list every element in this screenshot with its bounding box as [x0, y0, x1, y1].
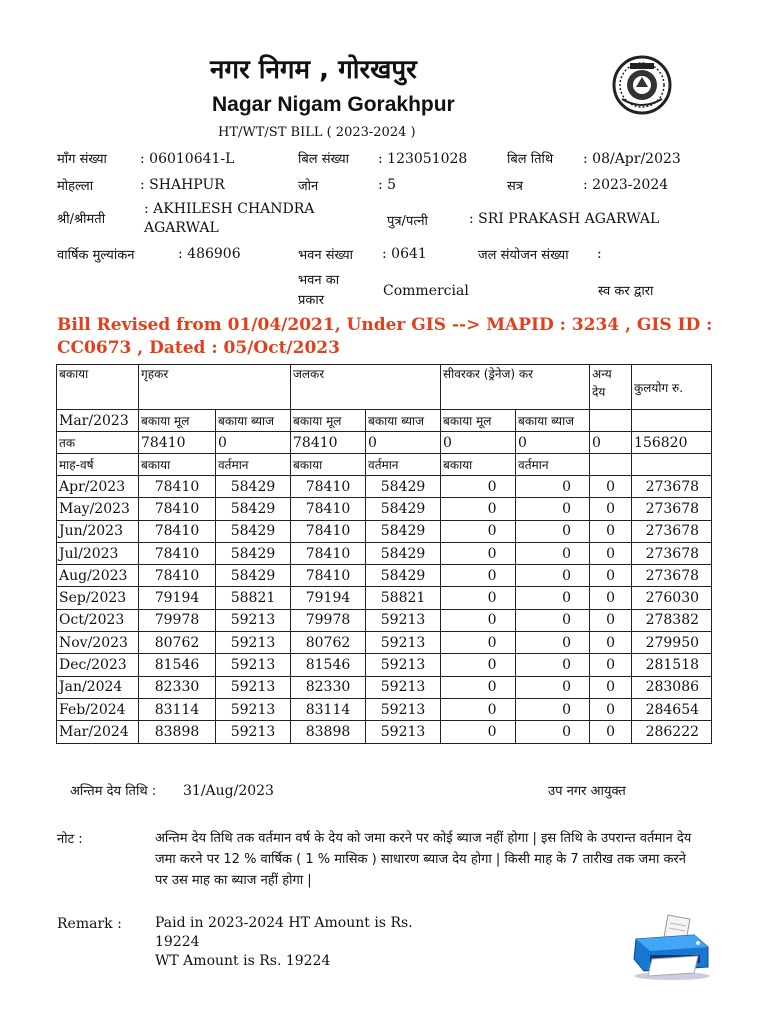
row-st-current: 0 [516, 721, 590, 743]
row-month: May/2023 [57, 498, 139, 520]
owner-value-line1: : AKHILESH CHANDRA [144, 201, 315, 217]
row-other: 0 [590, 520, 632, 542]
header-st-current: वर्तमान [516, 454, 590, 476]
row-wt-arrear: 78410 [291, 565, 366, 587]
annual-value-label: वार्षिक मुल्यांकन [57, 248, 135, 263]
row-st-arrear: 0 [441, 632, 516, 654]
row-st-arrear: 0 [441, 609, 516, 631]
row-month: Jun/2023 [57, 520, 139, 542]
header-wt-arrear-principal: बकाया मूल [291, 410, 366, 432]
row-month: Feb/2024 [57, 698, 139, 720]
owner-value-line2: AGARWAL [144, 220, 219, 236]
row-other: 0 [590, 565, 632, 587]
row-wt-arrear: 80762 [291, 632, 366, 654]
session-value: : 2023-2024 [583, 177, 669, 193]
row-st-arrear: 0 [441, 654, 516, 676]
row-wt-arrear: 79978 [291, 609, 366, 631]
header-wt-arrear: बकाया [291, 454, 366, 476]
locality-value: : SHAHPUR [140, 177, 225, 193]
row-ht-arrear: 78410 [139, 476, 216, 498]
row-month: Apr/2023 [57, 476, 139, 498]
row-month: Nov/2023 [57, 632, 139, 654]
bill-subtitle: HT/WT/ST BILL ( 2023-2024 ) [218, 125, 416, 140]
building-no-label: भवन संख्या [298, 248, 354, 263]
arrear-total: 156820 [632, 432, 712, 454]
owner-label: श्री/श्रीमती [57, 212, 106, 227]
row-total: 273678 [632, 476, 712, 498]
row-ht-arrear: 81546 [139, 654, 216, 676]
row-wt-arrear: 82330 [291, 676, 366, 698]
page-title: Nagar Nigam Gorakhpur [212, 93, 455, 116]
row-ht-current: 58429 [216, 498, 291, 520]
row-total: 273678 [632, 520, 712, 542]
row-ht-current: 58429 [216, 542, 291, 564]
arrear-ht-interest: 0 [216, 432, 291, 454]
header-other-dues [590, 365, 632, 410]
row-month: Sep/2023 [57, 587, 139, 609]
row-month: Dec/2023 [57, 654, 139, 676]
remark-line-2: WT Amount is Rs. 19224 [155, 953, 331, 969]
header-st-arrear: बकाया [441, 454, 516, 476]
header-ht-arrear: बकाया [139, 454, 216, 476]
table-row [57, 632, 712, 654]
row-wt-arrear: 78410 [291, 498, 366, 520]
row-wt-current: 59213 [366, 609, 441, 631]
table-row [57, 698, 712, 720]
row-st-current: 0 [516, 654, 590, 676]
building-type-value: Commercial [383, 283, 469, 299]
relation-value: : SRI PRAKASH AGARWAL [469, 211, 660, 227]
empty-cell [590, 410, 632, 432]
row-st-current: 0 [516, 632, 590, 654]
row-wt-current: 58429 [366, 520, 441, 542]
arrear-st-interest: 0 [516, 432, 590, 454]
water-connection-value: : [597, 246, 602, 262]
arrear-wt-principal: 78410 [291, 432, 366, 454]
row-month: Oct/2023 [57, 609, 139, 631]
zone-label: जोन [298, 179, 319, 194]
row-wt-current: 58429 [366, 476, 441, 498]
row-total: 279950 [632, 632, 712, 654]
arrear-ht-principal: 78410 [139, 432, 216, 454]
row-st-current: 0 [516, 698, 590, 720]
row-st-arrear: 0 [441, 520, 516, 542]
row-total: 281518 [632, 654, 712, 676]
municipal-seal-logo [612, 55, 672, 115]
header-house-tax: गृहकर [139, 365, 291, 410]
row-wt-arrear: 83114 [291, 698, 366, 720]
row-wt-current: 59213 [366, 632, 441, 654]
remark-line-1: Paid in 2023-2024 HT Amount is Rs. 19224 [155, 915, 413, 950]
header-dues: बकाया [57, 365, 139, 410]
table-row [57, 520, 712, 542]
header-other-line1: अन्य [592, 367, 612, 381]
remark-label: Remark : [57, 916, 122, 932]
row-ht-current: 58429 [216, 520, 291, 542]
arrear-month: Mar/2023 [57, 410, 139, 432]
header-month-year: माह-वर्ष [57, 454, 139, 476]
row-wt-arrear: 79194 [291, 587, 366, 609]
arrear-other: 0 [590, 432, 632, 454]
annual-value: : 486906 [178, 246, 241, 262]
building-type-label: भवन का [298, 273, 340, 288]
row-other: 0 [590, 676, 632, 698]
row-st-current: 0 [516, 587, 590, 609]
printer-icon[interactable] [628, 913, 714, 981]
row-wt-current: 59213 [366, 654, 441, 676]
row-st-arrear: 0 [441, 476, 516, 498]
row-wt-arrear: 83898 [291, 721, 366, 743]
demand-no-label: माँग संख्या [57, 152, 107, 167]
row-total: 278382 [632, 609, 712, 631]
row-total: 286222 [632, 721, 712, 743]
row-wt-current: 58429 [366, 498, 441, 520]
table-row [57, 609, 712, 631]
table-row [57, 498, 712, 520]
row-wt-current: 58821 [366, 587, 441, 609]
demand-no-value: : 06010641-L [140, 151, 235, 167]
due-date-value: 31/Aug/2023 [183, 783, 274, 799]
header-st-arrear-interest: बकाया ब्याज [516, 410, 590, 432]
row-total: 273678 [632, 498, 712, 520]
row-total: 273678 [632, 542, 712, 564]
row-ht-arrear: 83898 [139, 721, 216, 743]
row-other: 0 [590, 721, 632, 743]
row-st-arrear: 0 [441, 498, 516, 520]
water-connection-label: जल संयोजन संख्या [478, 248, 569, 263]
row-other: 0 [590, 498, 632, 520]
header-water-tax: जलकर [291, 365, 441, 410]
row-other: 0 [590, 476, 632, 498]
row-ht-current: 58429 [216, 476, 291, 498]
bill-date-label: बिल तिथि [507, 152, 554, 167]
row-st-current: 0 [516, 476, 590, 498]
row-total: 276030 [632, 587, 712, 609]
header-sewer-tax: सीवरकर (ड्रेनेज) कर [441, 365, 590, 410]
row-other: 0 [590, 542, 632, 564]
row-ht-arrear: 83114 [139, 698, 216, 720]
row-month: Jul/2023 [57, 542, 139, 564]
row-ht-current: 58429 [216, 565, 291, 587]
empty-cell [590, 454, 632, 476]
row-ht-current: 59213 [216, 632, 291, 654]
table-row [57, 565, 712, 587]
row-st-arrear: 0 [441, 721, 516, 743]
empty-cell [632, 410, 712, 432]
row-st-current: 0 [516, 676, 590, 698]
row-st-arrear: 0 [441, 587, 516, 609]
revision-notice: Bill Revised from 01/04/2021, Under GIS --> MAPID : 3234 , GIS ID : CC0673 , Dated : 05/Oct/2023 [57, 315, 713, 358]
page-title-hindi: नगर निगम , गोरखपुर [210, 55, 417, 85]
row-st-arrear: 0 [441, 565, 516, 587]
header-ht-arrear-principal: बकाया मूल [139, 410, 216, 432]
relation-label: पुत्र/पत्नी [387, 214, 428, 229]
row-ht-arrear: 80762 [139, 632, 216, 654]
row-ht-arrear: 79194 [139, 587, 216, 609]
table-row [57, 654, 712, 676]
table-row [57, 587, 712, 609]
table-row [57, 721, 712, 743]
row-ht-arrear: 78410 [139, 520, 216, 542]
row-other: 0 [590, 609, 632, 631]
row-wt-current: 59213 [366, 676, 441, 698]
bill-no-value: : 123051028 [378, 151, 468, 167]
due-date-label: अन्तिम देय तिथि : [70, 784, 157, 799]
row-other: 0 [590, 632, 632, 654]
locality-label: मोहल्ला [57, 179, 94, 194]
row-month: Jan/2024 [57, 676, 139, 698]
row-wt-arrear: 81546 [291, 654, 366, 676]
arrear-till-label: तक [57, 432, 139, 454]
row-ht-current: 59213 [216, 676, 291, 698]
row-ht-current: 58821 [216, 587, 291, 609]
header-ht-current: वर्तमान [216, 454, 291, 476]
row-wt-arrear: 78410 [291, 476, 366, 498]
row-wt-current: 58429 [366, 565, 441, 587]
row-month: Mar/2024 [57, 721, 139, 743]
row-wt-arrear: 78410 [291, 542, 366, 564]
session-label: सत्र [507, 179, 523, 194]
row-wt-current: 59213 [366, 721, 441, 743]
row-ht-arrear: 78410 [139, 542, 216, 564]
row-ht-arrear: 78410 [139, 565, 216, 587]
row-ht-arrear: 78410 [139, 498, 216, 520]
row-total: 283086 [632, 676, 712, 698]
row-wt-current: 59213 [366, 698, 441, 720]
self-assessed-label: स्व कर द्वारा [598, 284, 654, 299]
row-ht-arrear: 79978 [139, 609, 216, 631]
remark-text [155, 914, 445, 971]
row-other: 0 [590, 654, 632, 676]
header-total: कुलयोग रु. [632, 365, 712, 410]
header-wt-arrear-interest: बकाया ब्याज [366, 410, 441, 432]
row-st-current: 0 [516, 609, 590, 631]
row-ht-arrear: 82330 [139, 676, 216, 698]
row-ht-current: 59213 [216, 609, 291, 631]
row-wt-arrear: 78410 [291, 520, 366, 542]
row-st-arrear: 0 [441, 542, 516, 564]
row-st-current: 0 [516, 542, 590, 564]
building-type-label-2: प्रकार [298, 293, 325, 308]
arrear-wt-interest: 0 [366, 432, 441, 454]
table-row [57, 476, 712, 498]
header-wt-current: वर्तमान [366, 454, 441, 476]
header-st-arrear-principal: बकाया मूल [441, 410, 516, 432]
note-label: नोट : [57, 832, 83, 847]
row-ht-current: 59213 [216, 698, 291, 720]
row-st-current: 0 [516, 565, 590, 587]
row-wt-current: 58429 [366, 542, 441, 564]
header-other-line2: देय [592, 385, 606, 399]
table-row [57, 676, 712, 698]
monthly-rows [57, 476, 712, 744]
note-text: अन्तिम देय तिथि तक वर्तमान वर्ष के देय को जमा करने पर कोई ब्याज नहीं होगा | इस तिथि के उपरान्त वर्तमान देय जमा करने पर 12 % वार्षिक ( 1 % मासिक ) साधारण ब्याज देय होगा | किसी माह के 7 तारीख तक जमा करने पर उस माह का ब्याज नहीं होगा | [155, 831, 692, 888]
zone-value: : 5 [378, 177, 397, 193]
bill-date-value: : 08/Apr/2023 [583, 151, 681, 167]
deputy-commissioner-label: उप नगर आयुक्त [548, 784, 626, 799]
empty-cell [632, 454, 712, 476]
row-other: 0 [590, 698, 632, 720]
row-ht-current: 59213 [216, 654, 291, 676]
row-total: 284654 [632, 698, 712, 720]
table-row [57, 542, 712, 564]
row-st-current: 0 [516, 498, 590, 520]
row-ht-current: 59213 [216, 721, 291, 743]
row-month: Aug/2023 [57, 565, 139, 587]
header-ht-arrear-interest: बकाया ब्याज [216, 410, 291, 432]
row-st-current: 0 [516, 520, 590, 542]
bill-no-label: बिल संख्या [298, 152, 350, 167]
arrear-st-principal: 0 [441, 432, 516, 454]
row-st-arrear: 0 [441, 676, 516, 698]
row-other: 0 [590, 587, 632, 609]
bill-table [56, 364, 712, 744]
building-no-value: : 0641 [382, 246, 427, 262]
row-st-arrear: 0 [441, 698, 516, 720]
row-total: 273678 [632, 565, 712, 587]
